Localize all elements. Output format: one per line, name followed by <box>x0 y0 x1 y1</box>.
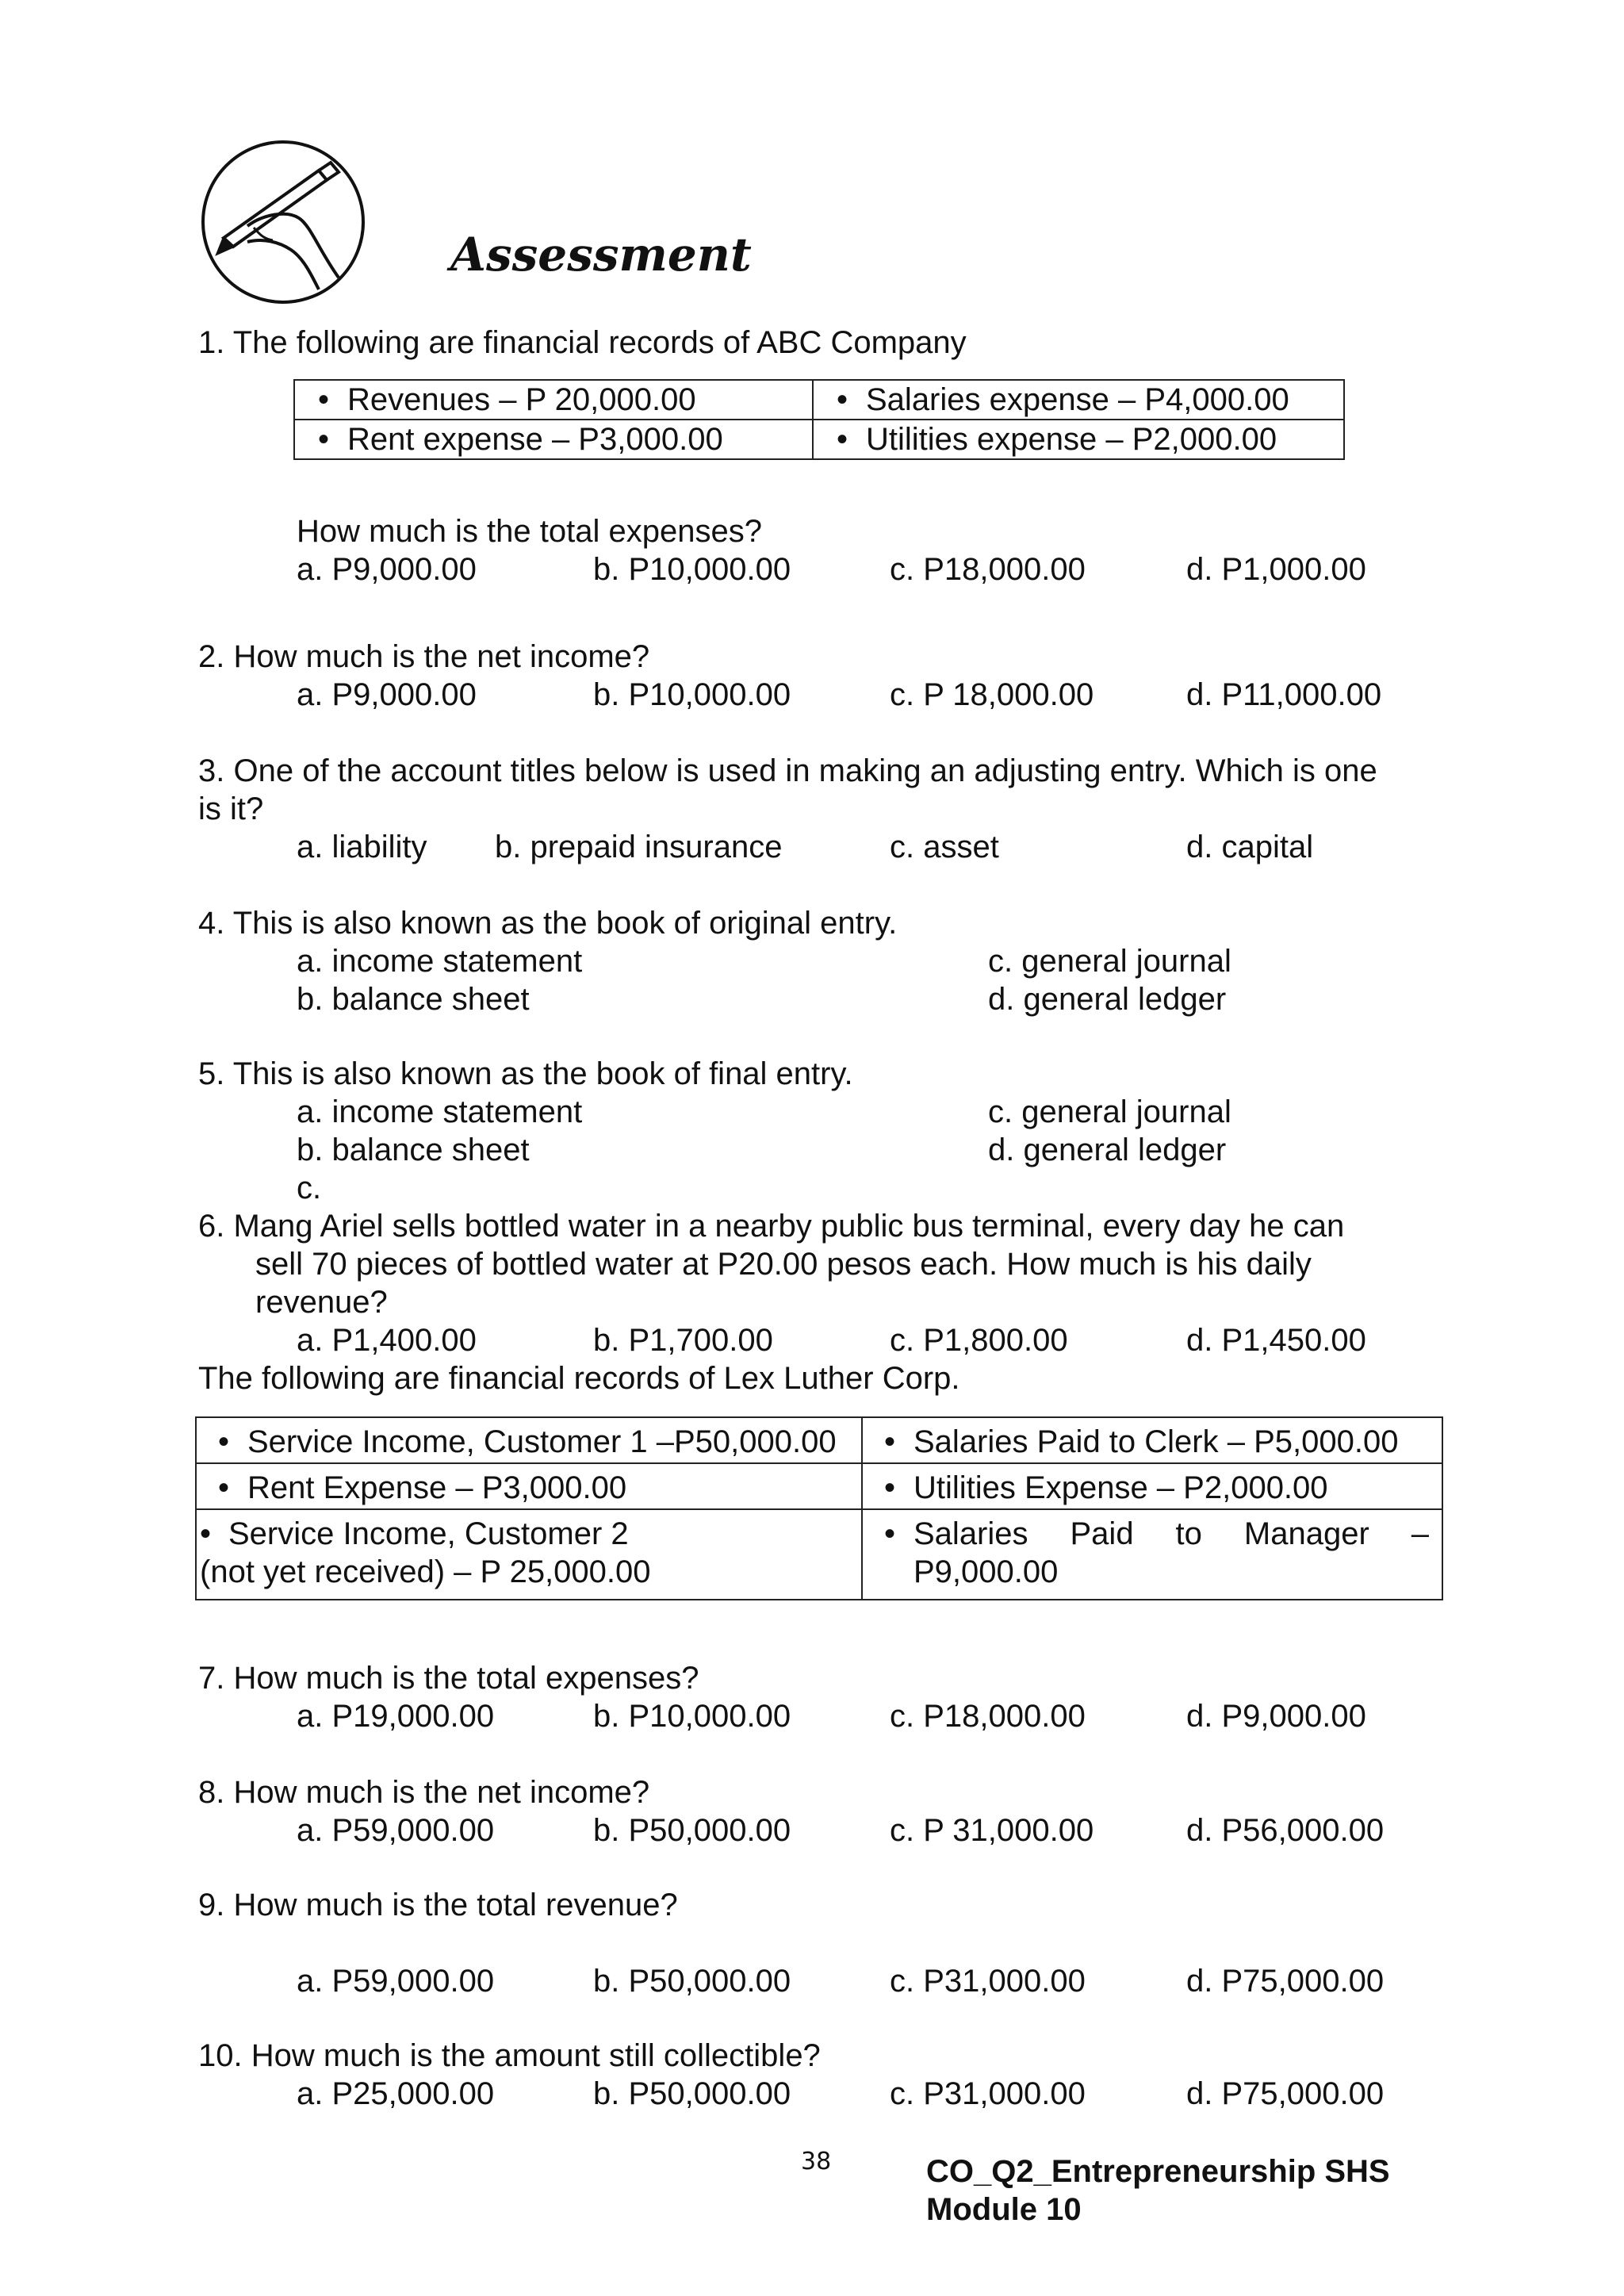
option-c: c. P 18,000.00 <box>890 677 1094 712</box>
record-cell: Utilities expense – P2,000.00 <box>866 422 1277 457</box>
option-a: a. income statement <box>297 944 583 979</box>
table-row <box>196 1417 1442 1463</box>
record-cell: Rent Expense – P3,000.00 <box>247 1470 627 1505</box>
record-cell: Salaries expense – P4,000.00 <box>866 382 1289 417</box>
question-8-stem: 8. How much is the net income? <box>198 1775 650 1810</box>
question-3-stem-cont: is it? <box>198 792 264 826</box>
record-cell-cont: (not yet received) – P 25,000.00 <box>200 1554 651 1589</box>
option-a: a. P1,400.00 <box>297 1323 477 1358</box>
option-a: a. liability <box>297 830 427 864</box>
option-d: d. P75,000.00 <box>1186 2076 1385 2111</box>
question-9-stem: 9. How much is the total revenue? <box>198 1888 678 1922</box>
option-b: b. P10,000.00 <box>593 1699 791 1734</box>
bullet-icon: • <box>883 1516 895 1551</box>
question-3-stem: 3. One of the account titles below is used in making an adjusting entry. Which is one <box>198 753 1377 788</box>
option-a: a. P25,000.00 <box>297 2076 495 2111</box>
option-b: b. P50,000.00 <box>593 2076 791 2111</box>
bullet-icon: • <box>883 1424 895 1459</box>
table-row <box>294 380 1344 420</box>
option-d: d. P11,000.00 <box>1186 677 1382 712</box>
lex-records-intro: The following are financial records of Lex Luther Corp. <box>198 1361 960 1396</box>
option-b: b. P10,000.00 <box>593 552 791 587</box>
bullet-icon: • <box>217 1424 229 1459</box>
option-b: b. P50,000.00 <box>593 1964 791 1999</box>
option-b: b. prepaid insurance <box>495 830 783 864</box>
bullet-icon: • <box>317 382 329 417</box>
record-cell: Salaries Paid to Clerk – P5,000.00 <box>914 1424 1399 1459</box>
page-number: 38 <box>801 2148 832 2175</box>
table-row <box>196 1463 1442 1509</box>
option-b: b. balance sheet <box>297 1133 530 1167</box>
page-title: Assessment <box>450 228 752 282</box>
option-c: c. general journal <box>988 1094 1231 1129</box>
record-cell: Revenues – P 20,000.00 <box>347 382 696 417</box>
question-4-stem: 4. This is also known as the book of original entry. <box>198 906 898 941</box>
option-c: c. P31,000.00 <box>890 2076 1086 2111</box>
option-b: b. P50,000.00 <box>593 1813 791 1848</box>
question-10-stem: 10. How much is the amount still collectible? <box>198 2038 821 2073</box>
bullet-icon: • <box>200 1516 212 1551</box>
bullet-icon: • <box>836 382 848 417</box>
option-d: d. P1,000.00 <box>1186 552 1366 587</box>
bullet-icon: • <box>883 1470 895 1505</box>
record-cell: Salaries Paid to Manager – <box>914 1516 1429 1551</box>
option-a: a. P9,000.00 <box>297 552 477 587</box>
record-cell: Service Income, Customer 1 –P50,000.00 <box>247 1424 837 1459</box>
option-d: d. general ledger <box>988 982 1227 1017</box>
record-cell: Rent expense – P3,000.00 <box>347 422 723 457</box>
module-code: CO_Q2_Entrepreneurship SHS <box>926 2154 1390 2189</box>
question-1-prompt: How much is the total expenses? <box>297 514 762 549</box>
writing-hand-icon <box>200 139 366 305</box>
option-b: b. P10,000.00 <box>593 677 791 712</box>
lex-records-table <box>195 1416 1443 1600</box>
option-c: c. asset <box>890 830 999 864</box>
option-d: d. P9,000.00 <box>1186 1699 1366 1734</box>
question-6-stem-cont: revenue? <box>255 1285 388 1320</box>
stray-option: c. <box>297 1171 322 1205</box>
question-2-stem: 2. How much is the net income? <box>198 639 650 674</box>
table-row <box>294 420 1344 459</box>
option-a: a. income statement <box>297 1094 583 1129</box>
record-cell: Service Income, Customer 2 <box>228 1516 629 1551</box>
record-cell: Utilities Expense – P2,000.00 <box>914 1470 1328 1505</box>
option-c: c. P31,000.00 <box>890 1964 1086 1999</box>
question-5-stem: 5. This is also known as the book of final entry. <box>198 1056 853 1091</box>
question-6-stem-cont: sell 70 pieces of bottled water at P20.00 pesos each. How much is his daily <box>255 1247 1312 1282</box>
option-c: c. P1,800.00 <box>890 1323 1068 1358</box>
option-a: a. P59,000.00 <box>297 1964 495 1999</box>
option-c: c. P 31,000.00 <box>890 1813 1094 1848</box>
question-1-stem: 1. The following are financial records of ABC Company <box>198 325 967 360</box>
option-c: c. P18,000.00 <box>890 1699 1086 1734</box>
option-c: c. P18,000.00 <box>890 552 1086 587</box>
option-d: d. general ledger <box>988 1133 1227 1167</box>
option-d: d. P75,000.00 <box>1186 1964 1385 1999</box>
module-number: Module 10 <box>926 2192 1082 2227</box>
option-a: a. P59,000.00 <box>297 1813 495 1848</box>
abc-records-table <box>293 379 1345 460</box>
option-d: d. P56,000.00 <box>1186 1813 1385 1848</box>
option-d: d. capital <box>1186 830 1314 864</box>
option-b: b. balance sheet <box>297 982 530 1017</box>
record-cell-cont: P9,000.00 <box>914 1554 1059 1589</box>
option-c: c. general journal <box>988 944 1231 979</box>
question-7-stem: 7. How much is the total expenses? <box>198 1661 699 1696</box>
bullet-icon: • <box>317 422 329 457</box>
option-d: d. P1,450.00 <box>1186 1323 1366 1358</box>
option-a: a. P9,000.00 <box>297 677 477 712</box>
question-6-stem: 6. Mang Ariel sells bottled water in a nearby public bus terminal, every day he can <box>198 1209 1345 1244</box>
bullet-icon: • <box>836 422 848 457</box>
table-row <box>196 1509 1442 1600</box>
option-a: a. P19,000.00 <box>297 1699 495 1734</box>
bullet-icon: • <box>217 1470 229 1505</box>
option-b: b. P1,700.00 <box>593 1323 773 1358</box>
